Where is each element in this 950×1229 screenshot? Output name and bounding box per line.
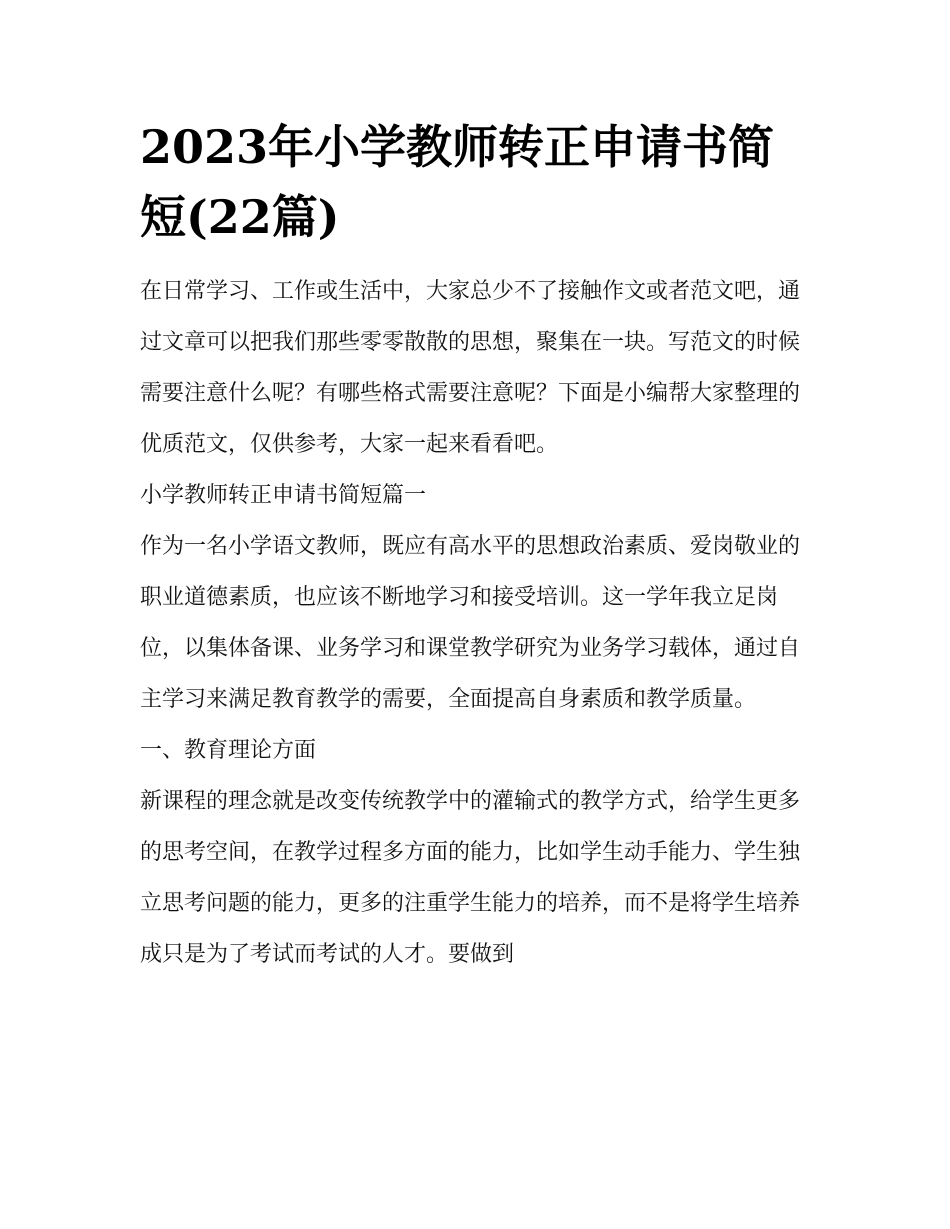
body-paragraph-2: 新课程的理念就是改变传统教学中的灌输式的教学方式，给学生更多的思考空间，在教学过程多方面的能力，比如学生动手能力、学生独立思考问题的能力，更多的注重学生能力的培养，而不是将学生培养成只是为了考试而考试的人才。要做到: [140, 789, 801, 967]
intro-paragraph: 在日常学习、工作或生活中，大家总少不了接触作文或者范文吧，通过文章可以把我们那些零零散散的思想，聚集在一块。写范文的时候需要注意什么呢？有哪些格式需要注意呢？下面是小编帮大家整理的优质范文，仅供参考，大家一起来看看吧。: [140, 279, 801, 457]
document-body: [140, 112, 820, 980]
body-paragraph-1: 作为一名小学语文教师，既应有高水平的思想政治素质、爱岗敬业的职业道德素质，也应该不断地学习和接受培训。这一学年我立足岗位，以集体备课、业务学习和课堂教学研究为业务学习载体，通过自主学习来满足教育教学的需要，全面提高自身素质和教学质量。: [140, 534, 801, 712]
document-title: 2023年小学教师转正申请书简短(22篇): [140, 120, 775, 244]
section-title: 小学教师转正申请书简短篇一: [140, 483, 427, 508]
subheading-education-theory: 一、教育理论方面: [140, 738, 317, 763]
